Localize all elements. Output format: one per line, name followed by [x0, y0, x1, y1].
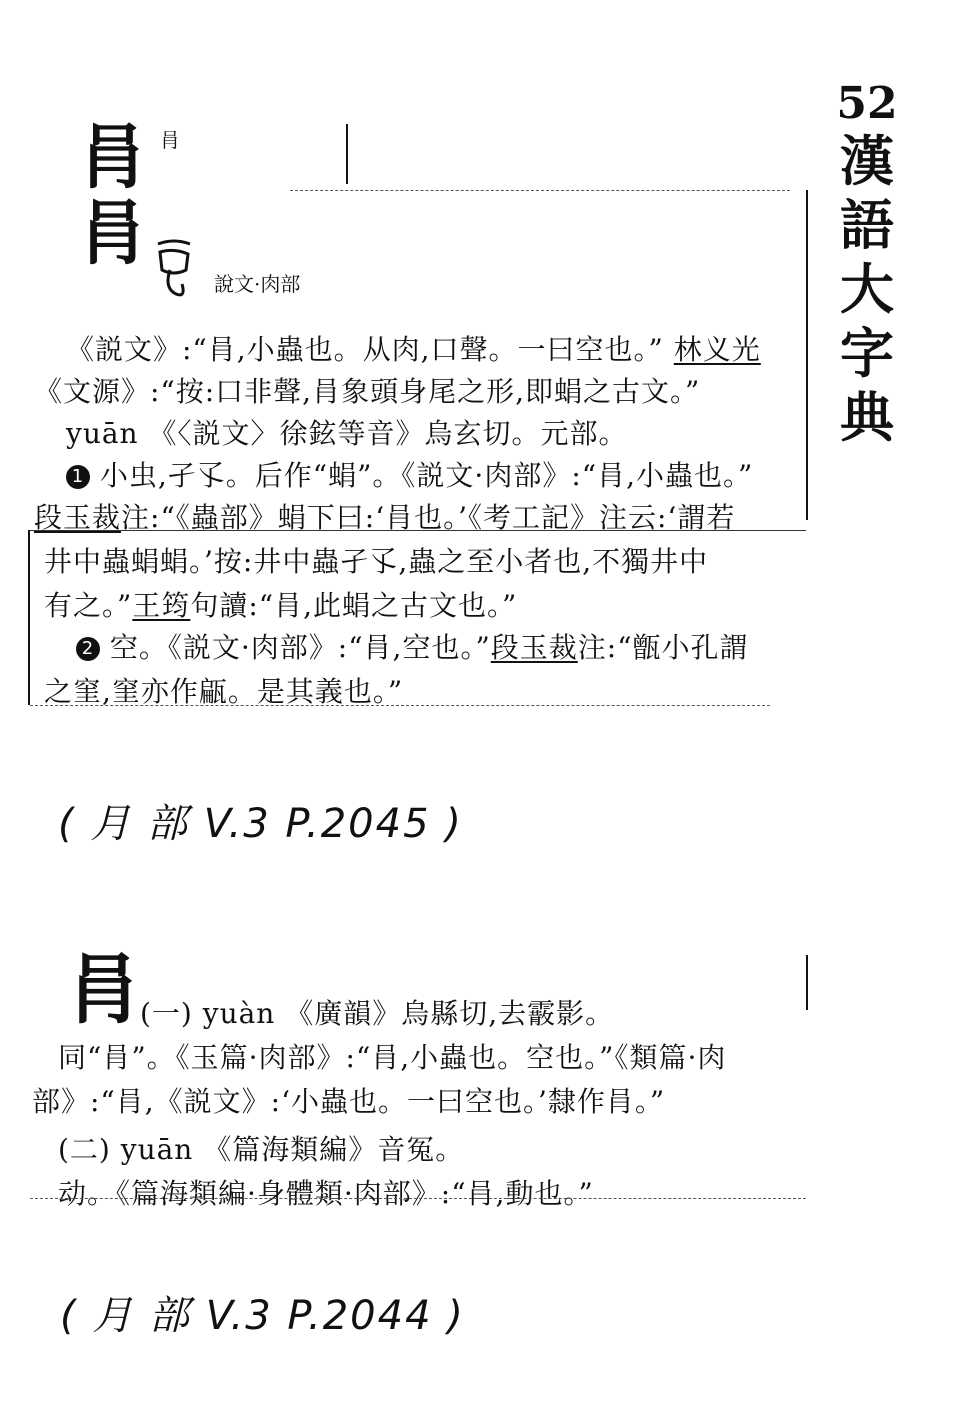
- author-link: 段玉裁: [34, 501, 122, 534]
- author-link: 王筠: [132, 589, 191, 622]
- definition-line: 之窐,窐亦作甂。是其義也。”: [44, 675, 404, 708]
- handwritten-reference: ( 月 部 V.3 P.2044 ): [60, 1293, 465, 1339]
- handwritten-reference: ( 月 部 V.3 P.2045 ): [58, 801, 463, 847]
- title-char-4: 字: [840, 321, 894, 385]
- frame-line: [346, 124, 348, 184]
- page-number: 52: [836, 78, 898, 129]
- author-link: 段玉裁: [490, 631, 578, 664]
- seal-script-glyph: [152, 236, 196, 306]
- dictionary-title: [832, 78, 902, 449]
- title-char-3: 大: [840, 257, 894, 321]
- pronunciation-line: yuān 《〈説文〉徐鉉等音》烏玄切。元部。: [66, 417, 628, 450]
- headword-bottom: 肙: [78, 191, 148, 274]
- definition-line: 有之。”王筠句讀:“肙,此蜎之古文也。”: [44, 589, 518, 622]
- sense-1: 1 小虫,孑孓。后作“蜎”。《説文·肉部》:“肙,小蟲也。”: [66, 454, 753, 494]
- divider: [30, 1198, 806, 1200]
- headword-top: 肙: [78, 115, 148, 198]
- headword-2: 肙: [66, 945, 142, 1034]
- variant-char: 肙: [160, 128, 180, 152]
- divider: [290, 190, 790, 192]
- title-char-5: 典: [840, 385, 894, 449]
- definition-line: 《文源》:“按:口非聲,肙象頭身尾之形,即蜎之古文。”: [34, 375, 701, 408]
- title-char-2: 語: [840, 193, 894, 257]
- definition-line: 井中蟲蜎蜎。’按:井中蟲孑孓,蟲之至小者也,不獨井中: [44, 545, 709, 578]
- pronunciation-line: (一) yuàn 《廣韻》烏縣切,去霰影。: [140, 997, 615, 1030]
- definition-line: 段玉裁注:“《蟲部》蜎下曰:‘肙也。’《考工記》注云:‘謂若: [34, 501, 736, 534]
- sense-marker: 1: [66, 465, 90, 489]
- seal-source: 說文·肉部: [214, 272, 301, 296]
- definition-line: 部》:“肙,《説文》:‘小蟲也。一曰空也。’隸作肙。”: [32, 1085, 666, 1118]
- frame-line: [806, 190, 808, 520]
- definition-line: 动。《篇海類編·身體類·肉部》:“肙,動也。”: [58, 1177, 594, 1210]
- definition-line: 《説文》:“肙,小蟲也。从肉,口聲。一曰空也。” 林义光: [66, 333, 761, 366]
- sense-marker: 2: [76, 637, 100, 661]
- frame-line: [28, 530, 30, 705]
- definition-line: 同“肙”。《玉篇·肉部》:“肙,小蟲也。空也。”《類篇·肉: [58, 1041, 727, 1074]
- frame-line: [806, 955, 808, 1010]
- author-link: 林义光: [673, 333, 761, 366]
- title-char-1: 漢: [840, 129, 894, 193]
- pronunciation-line: (二) yuān 《篇海類編》音冤。: [58, 1133, 465, 1166]
- sense-2: 2 空。《説文·肉部》:“肙,空也。”段玉裁注:“甑小孔謂: [76, 626, 749, 666]
